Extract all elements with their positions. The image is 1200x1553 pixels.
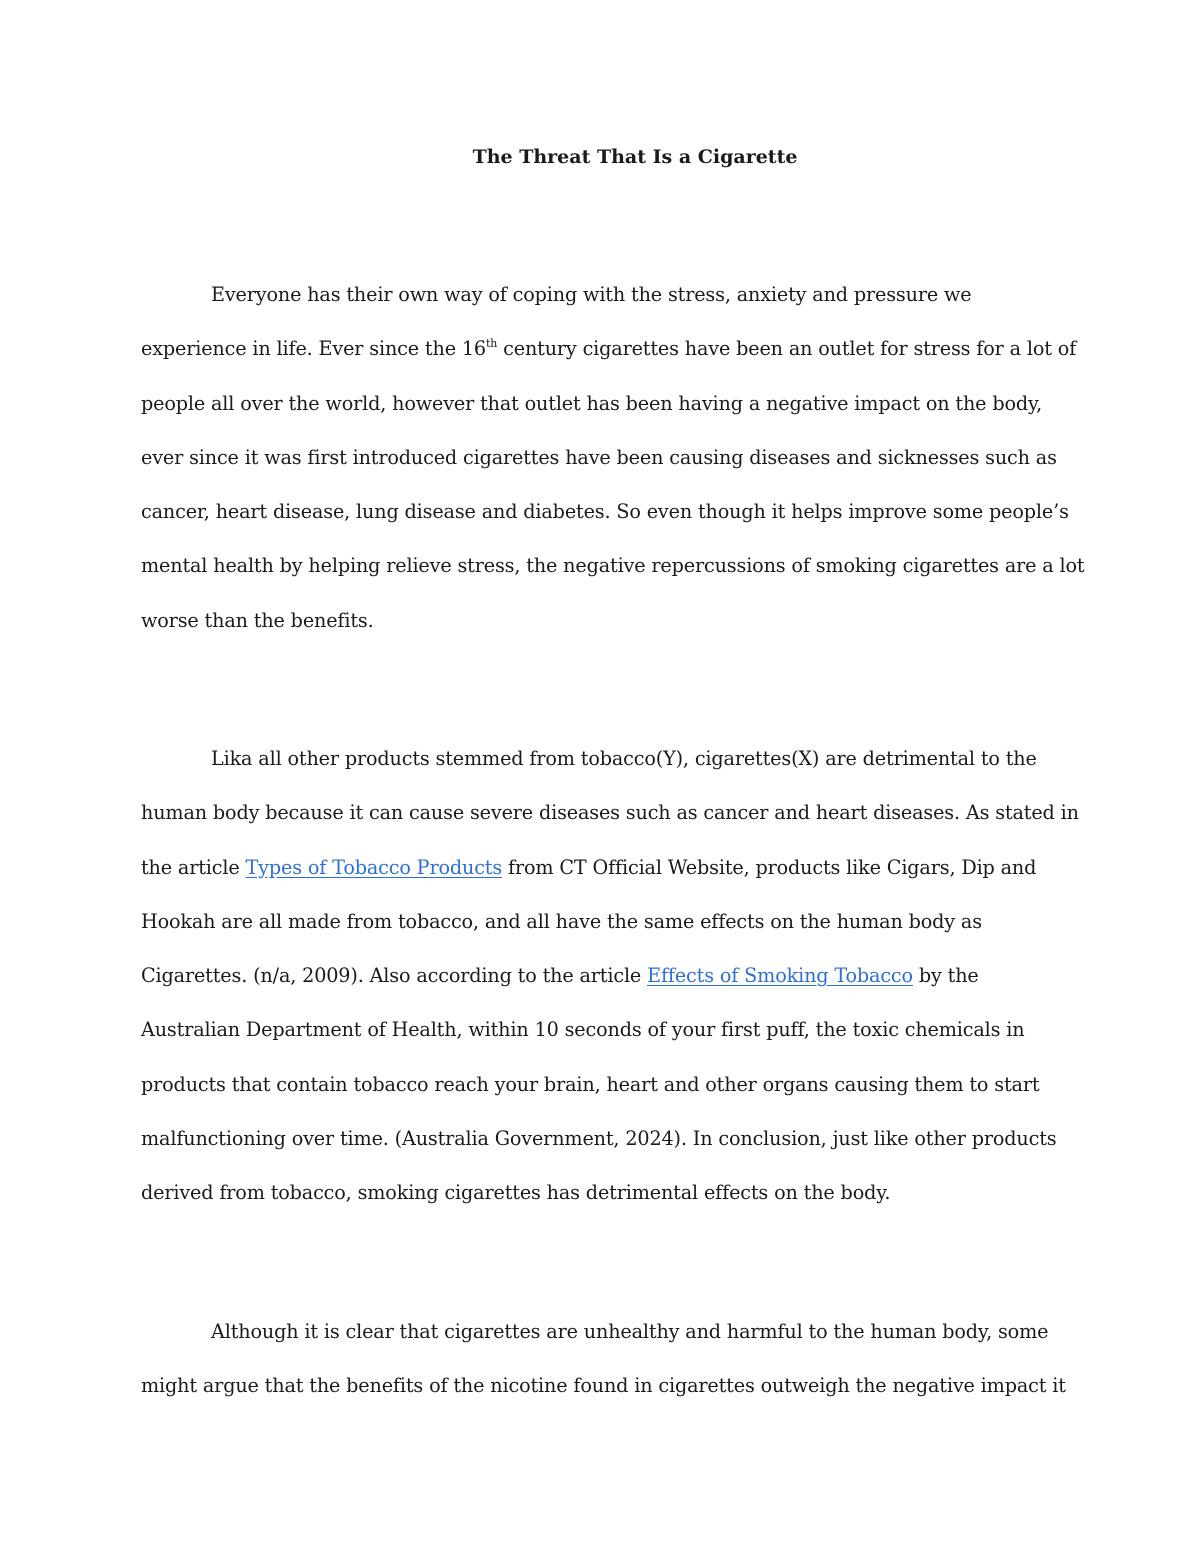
paragraph-line: cancer, heart disease, lung disease and diabetes. So even though it helps improve some people’s (141, 500, 1069, 524)
paragraph-line: worse than the benefits. (141, 608, 374, 632)
document-title: The Threat That Is a Cigarette (472, 146, 798, 168)
text-run: from CT Official Website, products like Cigars, Dip and (502, 855, 1037, 879)
link-types-of-tobacco-products[interactable]: Types of Tobacco Products (245, 855, 503, 879)
text-run: by the (912, 964, 979, 988)
paragraph-line: Hookah are all made from tobacco, and all have the same effects on the human body as (141, 909, 982, 933)
paragraph-line: Australian Department of Health, within 10 seconds of your first puff, the toxic chemicals in (141, 1018, 1025, 1042)
paragraph-line (141, 949, 1061, 1003)
paragraph-counterargument (141, 1305, 1066, 1414)
paragraph-line (141, 841, 1061, 895)
text-run: experience in life. Ever since the 16 (141, 337, 486, 361)
link-effects-of-smoking-tobacco[interactable]: Effects of Smoking Tobacco (647, 964, 913, 988)
paragraph-line: human body because it can cause severe diseases such as cancer and heart diseases. As stated in (141, 801, 1079, 825)
paragraph-line: Everyone has their own way of coping with the stress, anxiety and pressure we (211, 283, 972, 306)
paragraph-line: people all over the world, however that outlet has been having a negative impact on the body, (141, 391, 1043, 415)
paragraph-introduction (141, 268, 1085, 648)
paragraph-line: products that contain tobacco reach your brain, heart and other organs causing them to start (141, 1072, 1040, 1096)
paragraph-line: malfunctioning over time. (Australia Government, 2024). In conclusion, just like other products (141, 1127, 1057, 1151)
paragraph-line: might argue that the benefits of the nicotine found in cigarettes outweigh the negative impact it (141, 1374, 1066, 1398)
text-run: the article (141, 855, 246, 879)
paragraph-line: ever since it was first introduced cigarettes have been causing diseases and sicknesses such as (141, 445, 1057, 469)
paragraph-line: Although it is clear that cigarettes are unhealthy and harmful to the human body, some (211, 1320, 1049, 1343)
paragraph-tobacco-products (141, 732, 1079, 1221)
paragraph-line: derived from tobacco, smoking cigarettes has detrimental effects on the body. (141, 1181, 891, 1205)
superscript-ordinal: th (485, 337, 498, 351)
text-run: century cigarettes have been an outlet for stress for a lot of (497, 337, 1077, 361)
paragraph-line: mental health by helping relieve stress, the negative repercussions of smoking cigarettes are a lot (141, 554, 1085, 578)
paragraph-line: Lika all other products stemmed from tobacco(Y), cigarettes(X) are detrimental to the (211, 747, 1037, 770)
text-run: Cigarettes. (n/a, 2009). Also according to the article (141, 964, 648, 988)
paragraph-line (141, 322, 1077, 376)
